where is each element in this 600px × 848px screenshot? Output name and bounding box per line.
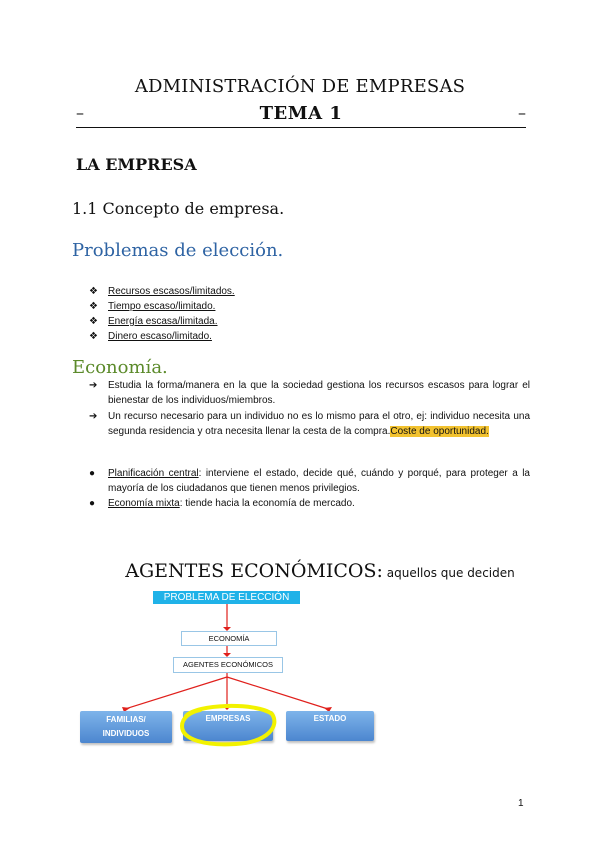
list-item xyxy=(89,314,235,329)
agentes-title xyxy=(0,560,600,582)
arrow-bullet-icon: ➔ xyxy=(89,411,98,422)
document-title: ADMINISTRACIÓN DE EMPRESAS xyxy=(134,76,466,97)
tema-heading-row xyxy=(76,103,526,128)
economia-dot-list xyxy=(89,466,530,511)
list-item-text xyxy=(108,466,530,496)
list-item-text xyxy=(108,409,530,439)
subsection-heading: 1.1 Concepto de empresa. xyxy=(72,199,285,218)
diamond-bullet-icon: ❖ xyxy=(89,331,98,342)
list-item xyxy=(89,378,530,408)
yellow-highlight-circle xyxy=(176,702,280,748)
list-item xyxy=(89,329,235,344)
dash-left: – xyxy=(76,103,84,122)
list-item xyxy=(89,496,530,511)
mixta-text: : tiende hacia la economía de mercado. xyxy=(179,498,355,509)
list-item xyxy=(89,299,235,314)
diamond-bullet-icon: ❖ xyxy=(89,286,98,297)
mixta-term: Economía mixta xyxy=(108,498,180,509)
familias-line1: FAMILIAS/ xyxy=(106,715,146,724)
familias-box xyxy=(80,711,172,743)
planificacion-text: : interviene el estado, decide qué, cuándo y porqué, para proteger a la mayoría de los ciudadanos que tienen menos privilegios. xyxy=(108,468,530,494)
problemas-list xyxy=(89,284,235,344)
diamond-bullet-icon: ❖ xyxy=(89,301,98,312)
list-item-text: Recursos escasos/limitados. xyxy=(108,286,235,297)
dash-right: – xyxy=(518,103,526,122)
list-item-text: Estudia la forma/manera en la que la sociedad gestiona los recursos escasos para lograr el bienestar de los individuos/miembros. xyxy=(108,380,530,406)
list-item xyxy=(89,284,235,299)
empresas-box: EMPRESAS xyxy=(183,711,273,741)
planificacion-term: Planificación central xyxy=(108,468,199,479)
agentes-title-sub: aquellos que deciden xyxy=(382,566,515,580)
familias-line2: INDIVIDUOS xyxy=(102,729,150,738)
section-heading: LA EMPRESA xyxy=(76,155,197,174)
diamond-bullet-icon: ❖ xyxy=(89,316,98,327)
list-item xyxy=(89,409,530,439)
list-item-text: Dinero escaso/limitado. xyxy=(108,331,212,342)
list-item-text xyxy=(108,496,530,511)
economia-heading: Economía. xyxy=(72,357,168,378)
highlight-coste-oportunidad: Coste de oportunidad. xyxy=(390,426,489,437)
problemas-heading: Problemas de elección. xyxy=(72,240,284,261)
point2-text: Un recurso necesario para un individuo no es lo mismo para el otro, ej: individuo necesita una segunda residencia y otra necesita llenar la cesta de la compra. xyxy=(108,411,530,437)
page-number: 1 xyxy=(518,798,524,809)
tema-heading: TEMA 1 xyxy=(259,103,343,124)
list-item-text: Energía escasa/limitada. xyxy=(108,316,218,327)
dot-bullet-icon: ● xyxy=(89,498,96,509)
highlight-stroke xyxy=(182,706,274,744)
economia-box: ECONOMÍA xyxy=(181,631,277,646)
estado-box: ESTADO xyxy=(286,711,374,741)
list-item xyxy=(89,466,530,496)
dot-bullet-icon: ● xyxy=(89,468,96,479)
agentes-title-main: AGENTES ECONÓMICOS: xyxy=(125,560,383,582)
problema-eleccion-box: PROBLEMA DE ELECCIÓN xyxy=(153,591,300,604)
list-item-text: Tiempo escaso/limitado. xyxy=(108,301,216,312)
economia-arrow-list xyxy=(89,378,530,440)
agentes-economicos-box: AGENTES ECONÓMICOS xyxy=(173,657,283,673)
arrow-bullet-icon: ➔ xyxy=(89,380,98,391)
